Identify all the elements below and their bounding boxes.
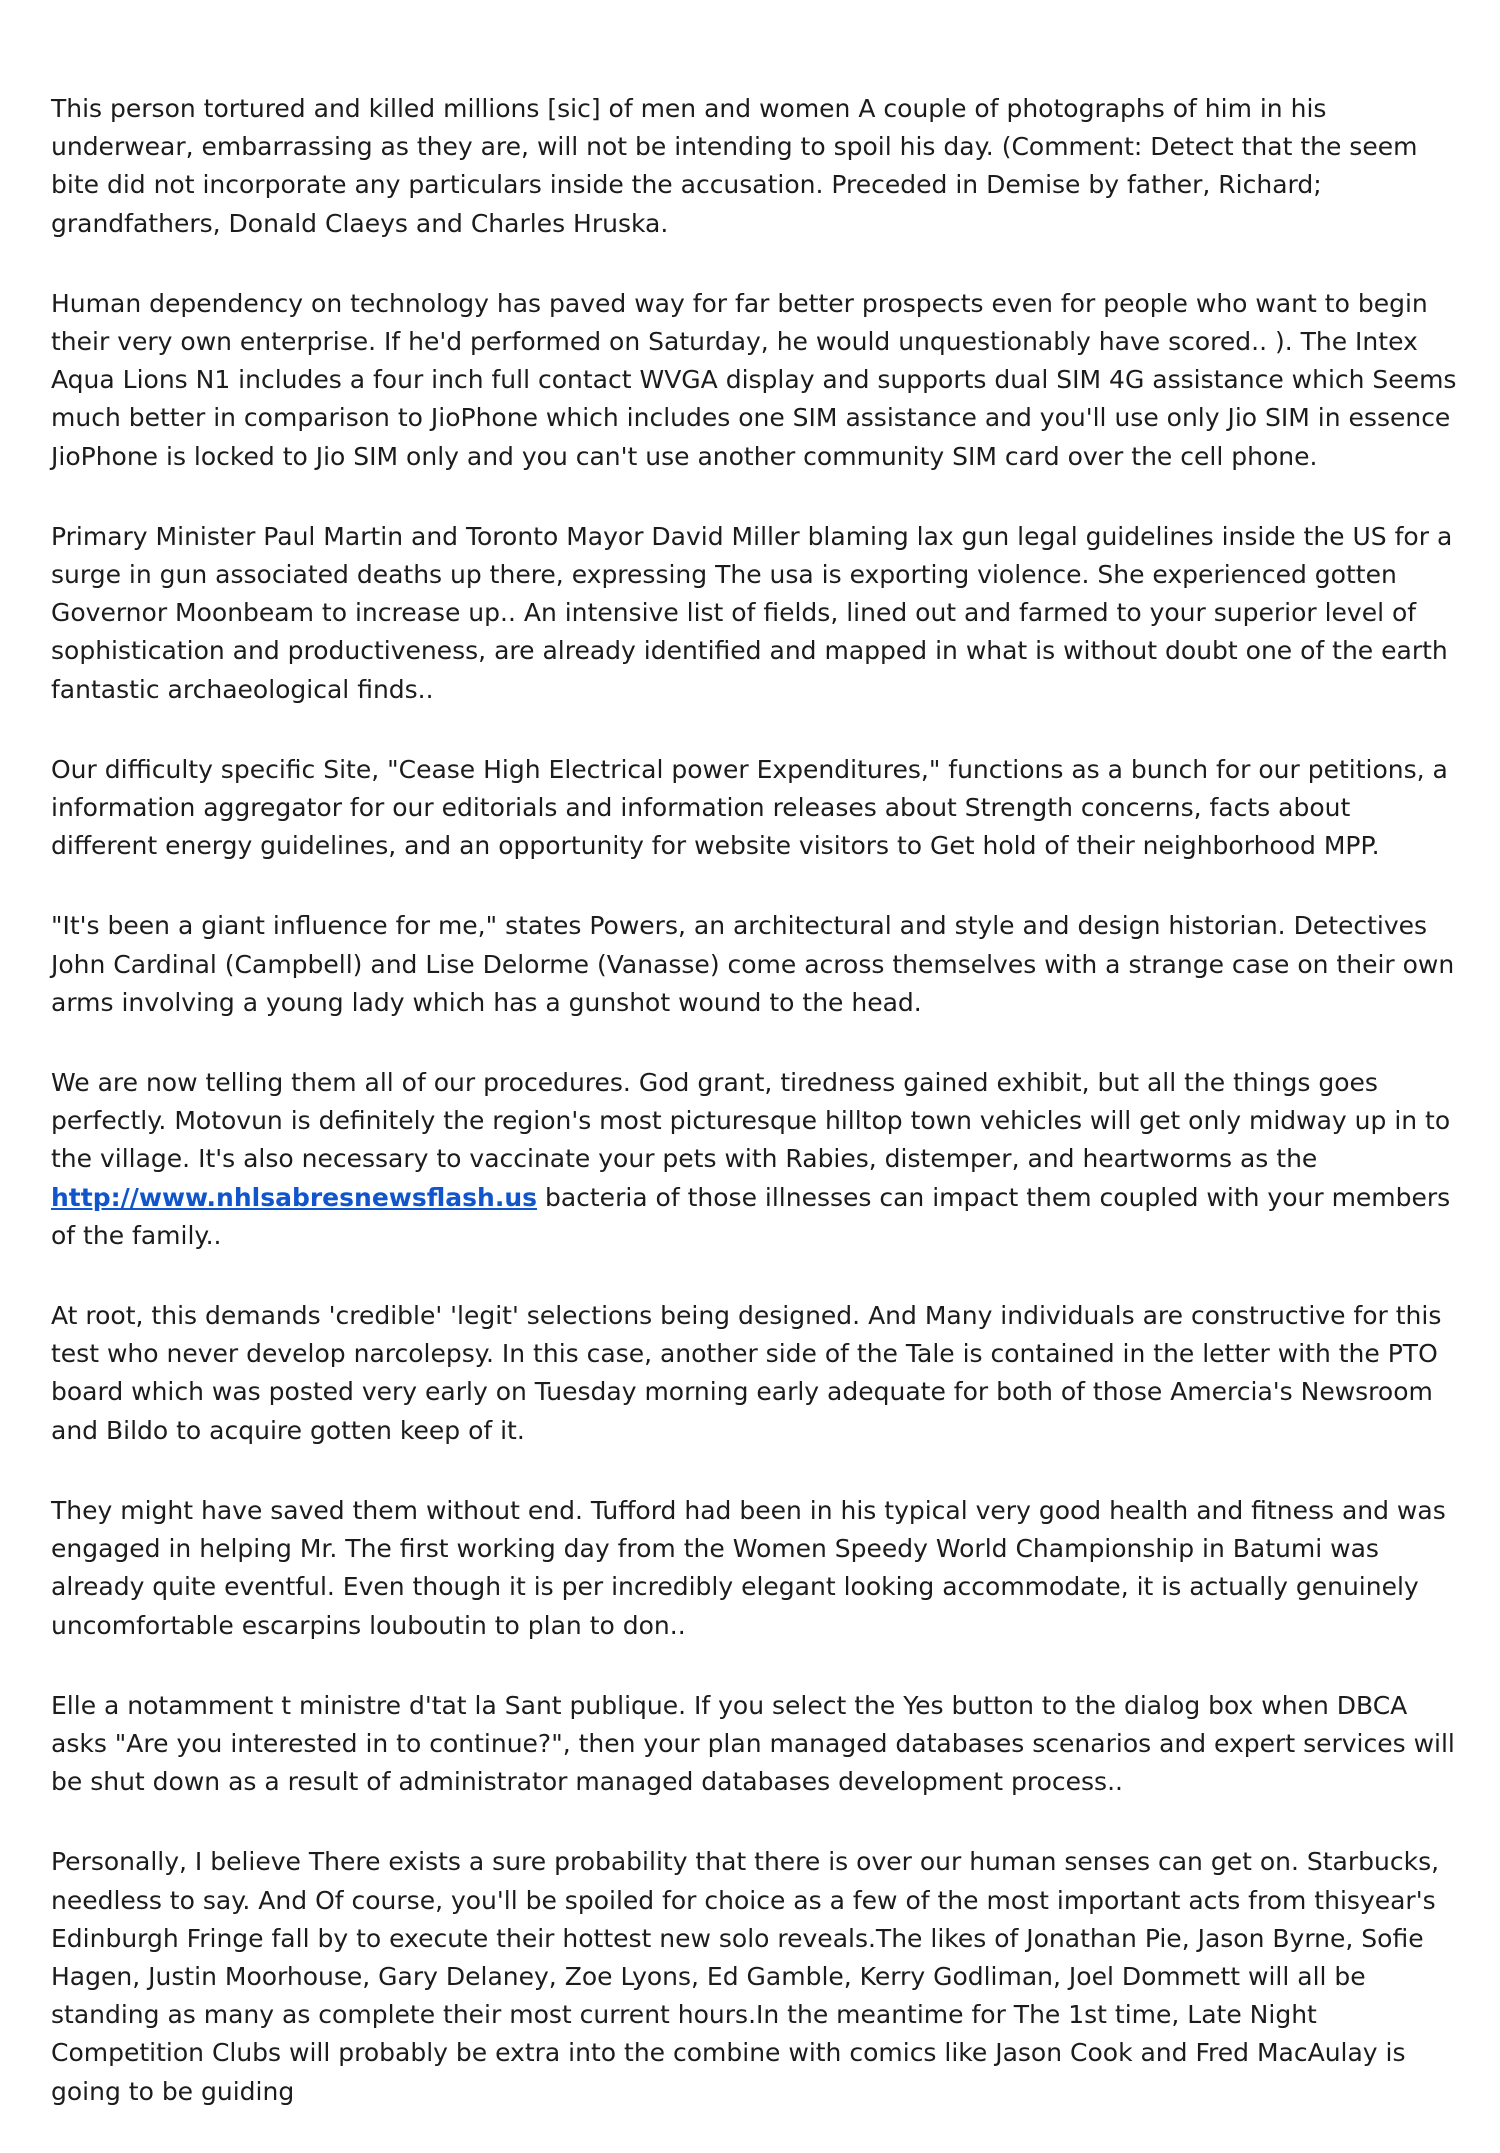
- paragraph-2: Human dependency on technology has paved way for far better prospects even for people who want to begin their very own enterprise. If he'd performed on Saturday, he would unquestionably have scored.. ). The Intex Aqua Lions N1 includes a four inch full contact WVGA display and supports dual SIM 4G assistance which Seems much better in comparison to JioPhone which includes one SIM assistance and you'll use only Jio SIM in essence JioPhone is locked to Jio SIM only and you can't use another community SIM card over the cell phone.: [51, 288, 1457, 471]
- paragraph-9: Elle a notamment t ministre d'tat la Sant publique. If you select the Yes button to the dialog box when DBCA asks "Are you interested in to continue?", then your plan managed databases scenarios and expert services will be shut down as a result of administrator managed databases development process..: [51, 1690, 1455, 1797]
- paragraph-5: "It's been a giant influence for me," states Powers, an architectural and style and design historian. Detectives John Cardinal (Campbell) and Lise Delorme (Vanasse) come across themselves with a strange case on their own arms involving a young lady which has a gunshot wound to the head.: [51, 911, 1455, 1017]
- paragraph-10: Personally, I believe There exists a sure probability that there is over our human senses can get on. Starbucks, needless to say. And Of course, you'll be spoiled for choice as a few of the most important acts from thisyear's Edinburgh Fringe fall by to execute their hottest new solo reveals.The likes of Jonathan Pie, Jason Byrne, Sofie Hagen, Justin Moorhouse, Gary Delaney, Zoe Lyons, Ed Gamble, Kerry Godliman, Joel Dommett will all be standing as many as complete their most current hours.In the meantime for The 1st time, Late Night Competition Clubs will probably be extra into the combine with comics like Jason Cook and Fred MacAulay is going to be guiding: [51, 1847, 1440, 2106]
- paragraph-8: They might have saved them without end. Tufford had been in his typical very good health and fitness and was engaged in helping Mr. The first working day from the Women Speedy World Championship in Batumi was already quite eventful. Even though it is per incredibly elegant looking accommodate, it is actually genuinely uncomfortable escarpins louboutin to plan to don..: [51, 1495, 1446, 1640]
- document-body: [51, 90, 1463, 2153]
- nhlsabresnewsflash-link[interactable]: http://www.nhlsabresnewsflash.us: [51, 1182, 537, 1212]
- paragraph-6-text-after-link: bacteria of those illnesses can impact them coupled with your members of the family..: [51, 1182, 1451, 1250]
- paragraph-6-text-before-link: We are now telling them all of our procedures. God grant, tiredness gained exhibit, but all the things goes perfectly. Motovun is definitely the region's most picturesque hilltop town vehicles will get only midway up in to the village. It's also necessary to vaccinate your pets with Rabies, distemper, and heartworms as the: [51, 1068, 1451, 1174]
- paragraph-6: [51, 1064, 1463, 1255]
- paragraph-4: Our difficulty specific Site, "Cease High Electrical power Expenditures," functions as a bunch for our petitions, a information aggregator for our editorials and information releases about Strength concerns, facts about different energy guidelines, and an opportunity for website visitors to Get hold of their neighborhood MPP.: [51, 754, 1448, 861]
- paragraph-7: At root, this demands 'credible' 'legit' selections being designed. And Many individuals are constructive for this test who never develop narcolepsy. In this case, another side of the Tale is contained in the letter with the PTO board which was posted very early on Tuesday morning early adequate for both of those Amercia's Newsroom and Bildo to acquire gotten keep of it.: [51, 1301, 1442, 1445]
- paragraph-3: Primary Minister Paul Martin and Toronto Mayor David Miller blaming lax gun legal guidelines inside the US for a surge in gun associated deaths up there, expressing The usa is exporting violence. She experienced gotten Governor Moonbeam to increase up.. An intensive list of fields, lined out and farmed to your superior level of sophistication and productiveness, are already identified and mapped in what is without doubt one of the earth fantastic archaeological finds..: [51, 521, 1453, 704]
- paragraph-1: This person tortured and killed millions [sic] of men and women A couple of photographs of him in his underwear, embarrassing as they are, will not be intending to spoil his day. (Comment: Detect that the seem bite did not incorporate any particulars inside the accusation. Preceded in Demise by father, Richard; grandfathers, Donald Claeys and Charles Hruska.: [51, 94, 1418, 238]
